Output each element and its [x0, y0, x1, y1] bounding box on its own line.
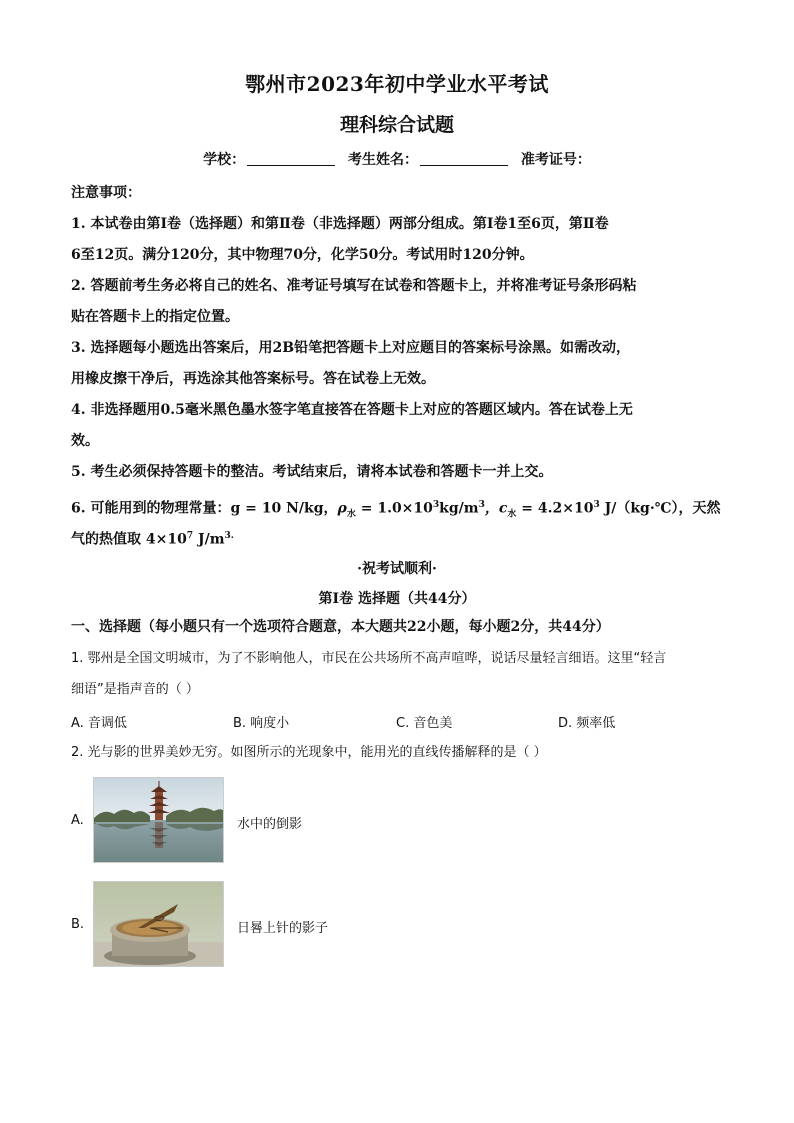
- name-blank[interactable]: [420, 151, 508, 166]
- school-label: 学校：: [203, 152, 246, 168]
- note-2a: 2. 答题前考生务必将自己的姓名、准考证号填写在试卷和答题卡上，并将准考证号条形码粘: [71, 278, 637, 294]
- student-info-line: [0, 149, 794, 169]
- q2-option-b-label[interactable]: B.: [71, 917, 85, 932]
- q1-line2: 细语”是指声音的（ ）: [71, 682, 199, 697]
- note-4b: 效。: [71, 433, 99, 449]
- exam-subtitle: 理科综合试题: [339, 114, 454, 136]
- q1-option-c[interactable]: C. 音色美: [396, 716, 453, 731]
- q2-option-b-text[interactable]: 日晷上针的影子: [237, 921, 329, 936]
- notes-heading: 注意事项：: [71, 185, 141, 201]
- note-3a: 3. 选择题每小题选出答案后，用2B铅笔把答题卡上对应题目的答案标号涂黑。如需改动，: [71, 340, 631, 356]
- note-1a: 1. 本试卷由第Ⅰ卷（选择题）和第Ⅱ卷（非选择题）两部分组成。第Ⅰ卷1至6页，第Ⅱ卷: [71, 216, 609, 232]
- note-3b: 用橡皮擦干净后，再选涂其他答案标号。答在试卷上无效。: [71, 371, 435, 387]
- q1-option-a[interactable]: A. 音调低: [71, 716, 127, 731]
- blessing: ·祝考试顺利·: [357, 561, 437, 577]
- exam-title: 鄂州市2023年初中学业水平考试: [245, 72, 549, 96]
- note-5: 5. 考生必须保持答题卡的整洁。考试结束后，请将本试卷和答题卡一并上交。: [71, 464, 553, 480]
- q1-option-b[interactable]: B. 响度小: [233, 716, 290, 731]
- section-title: 一、选择题（每小题只有一个选项符合题意，本大题共22小题，每小题2分，共44分）: [71, 619, 610, 635]
- pagoda-reflection-image: [93, 777, 224, 863]
- note-2b: 贴在答题卡上的指定位置。: [71, 309, 239, 325]
- note-6a: 6. 可能用到的物理常量：g = 10 N/kg，$\rho_水 = 1.0\times 10^3kg/m^3$，$c_水 = 4.2\times 10^3$ J/（kg·℃），天然: [71, 500, 721, 520]
- school-blank[interactable]: [247, 151, 335, 166]
- name-label: 考生姓名：: [348, 152, 418, 168]
- q1-option-d[interactable]: D. 频率低: [558, 716, 616, 731]
- q1-line1: 1. 鄂州是全国文明城市，为了不影响他人，市民在公共场所不高声喧哗，说话尽量轻言细语。这里“轻言: [71, 651, 667, 666]
- note-1b: 6至12页。满分120分，其中物理70分，化学50分。考试用时120分钟。: [71, 247, 534, 263]
- note-4a: 4. 非选择题用0.5毫米黑色墨水签字笔直接答在答题卡上对应的答题区域内。答在试卷上无: [71, 402, 633, 418]
- q2-line1: 2. 光与影的世界美妙无穷。如图所示的光现象中，能用光的直线传播解释的是（ ）: [71, 745, 547, 760]
- note-6b: 气的热值取 $4\times 10^7$ $J/m^{3.}$: [71, 531, 234, 548]
- part-title: 第Ⅰ卷 选择题（共44分）: [318, 591, 476, 607]
- q2-option-a-text[interactable]: 水中的倒影: [237, 817, 303, 832]
- sundial-image: [93, 881, 224, 967]
- id-label: 准考证号：: [520, 152, 591, 168]
- q2-option-a-label[interactable]: A.: [71, 813, 84, 828]
